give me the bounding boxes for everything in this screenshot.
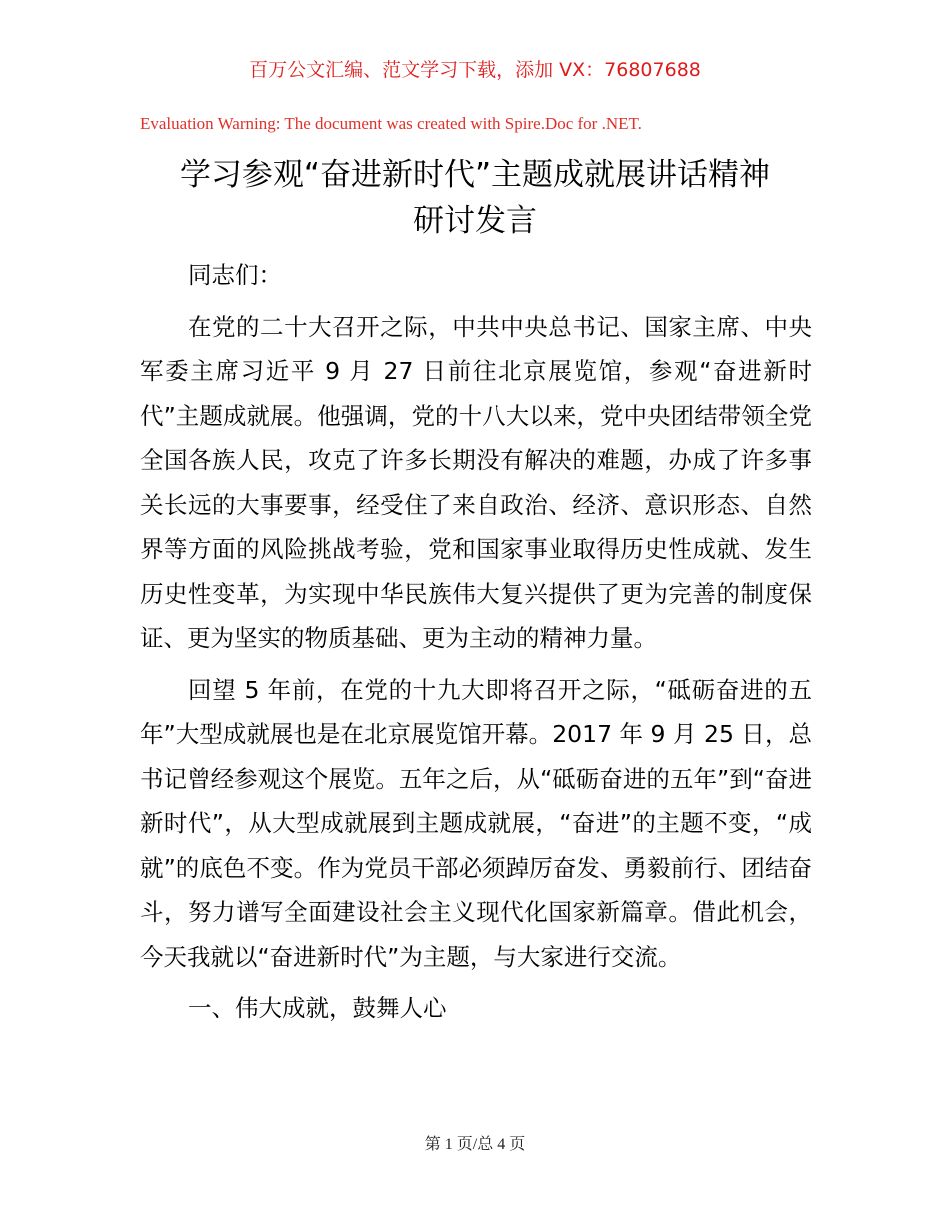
document-title-line-1: 学习参观“奋进新时代”主题成就展讲话精神 — [179, 157, 771, 193]
body-paragraph-1: 在党的二十大召开之际，中共中央总书记、国家主席、中央军委主席习近平 9 月 27 日前往北京展览馆，参观“奋进新时代”主题成就展。他强调，党的十八大以来，党中央团结带领全党全国各族人民，攻克了许多长期没有解决的难题，办成了许多事关长远的大事要事，经受住了来自政治、经济、意识形态、自然界等方面的风险挑战考验，党和国家事业取得历史性成就、发生历史性变革，为实现中华民族伟大复兴提供了更为完善的制度保证、更为坚实的物质基础、更为主动的精神力量。 — [140, 312, 812, 652]
document-title — [130, 152, 820, 244]
promo-banner: 百万公文汇编、范文学习下载，添加 VX：76807688 — [249, 59, 701, 81]
evaluation-warning: Evaluation Warning: The document was created with Spire.Doc for .NET. — [140, 114, 642, 133]
body-paragraph-2: 回望 5 年前，在党的十九大即将召开之际，“砥砺奋进的五年”大型成就展也是在北京展览馆开幕。2017 年 9 月 25 日，总书记曾经参观这个展览。五年之后，从“砥砺奋进的五年”到“奋进新时代”，从大型成就展到主题成就展，“奋进”的主题不变，“成就”的底色不变。作为党员干部必须踔厉奋发、勇毅前行、团结奋斗，努力谱写全面建设社会主义现代化国家新篇章。借此机会，今天我就以“奋进新时代”为主题，与大家进行交流。 — [140, 675, 812, 971]
document-title-line-2: 研讨发言 — [413, 203, 537, 239]
salutation: 同志们： — [188, 261, 282, 289]
page-number-footer: 第 1 页/总 4 页 — [424, 1136, 526, 1153]
document-body — [140, 253, 812, 1038]
section-heading: 一、伟大成就，鼓舞人心 — [188, 994, 447, 1022]
